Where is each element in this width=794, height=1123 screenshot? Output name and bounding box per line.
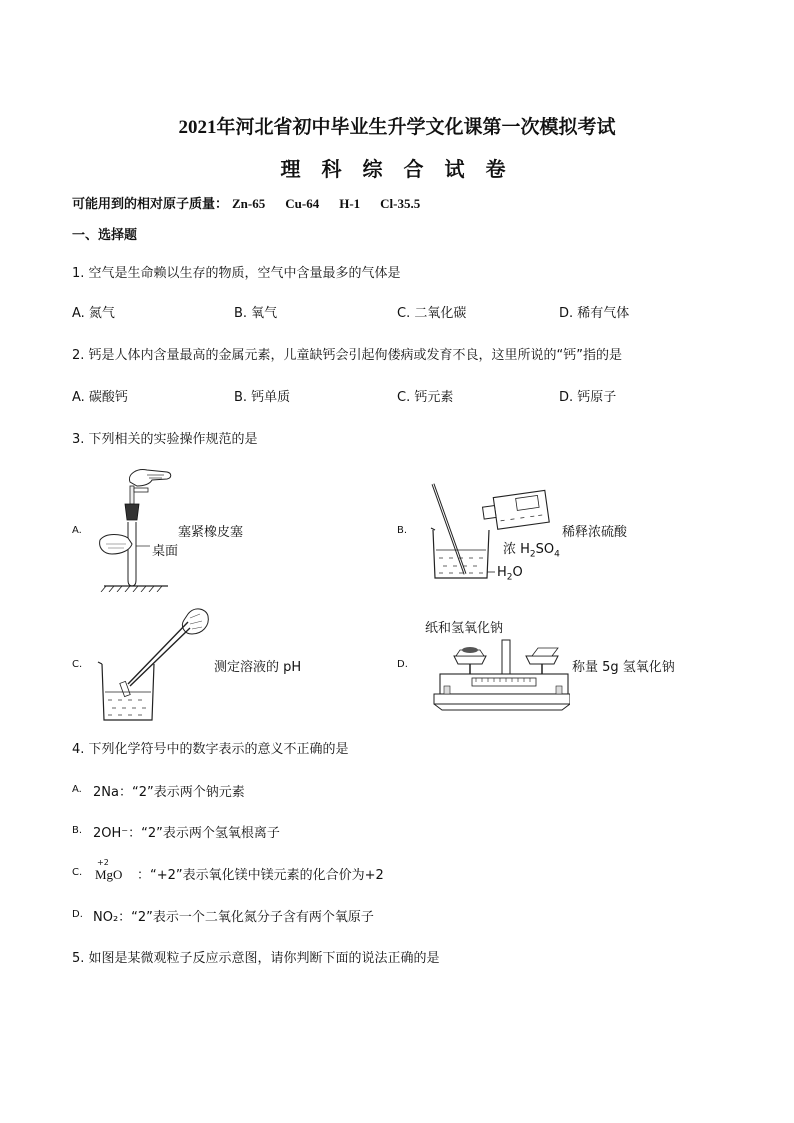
q4-c-formula: MgO xyxy=(95,867,123,882)
q3-a-label-stopper: 塞紧橡皮塞 xyxy=(178,525,244,540)
q4-option-c-letter: C. xyxy=(72,867,83,878)
q4-option-b-text: 2OH⁻：“2”表示两个氢氧根离子 xyxy=(93,826,280,841)
question-3-stem: 3. 下列相关的实验操作规范的是 xyxy=(72,432,258,447)
exam-title: 2021年河北省初中毕业生升学文化课第一次模拟考试 xyxy=(178,117,616,138)
q3-a-label-table: 桌面 xyxy=(152,544,179,559)
q4-c-valence: +2 xyxy=(97,858,109,867)
q4-option-a-text: 2Na：“2”表示两个钠元素 xyxy=(93,785,245,800)
balance-figure xyxy=(432,634,570,714)
q3-c-label-ph: 测定溶液的 pH xyxy=(214,660,302,675)
q4-option-a-letter: A. xyxy=(72,784,82,795)
atomic-mass-item: Cl-35.5 xyxy=(380,196,421,211)
q3-option-a-letter: A. xyxy=(72,525,82,536)
q3-option-b-letter: B. xyxy=(397,525,408,536)
q2-option-d: D. 钙原子 xyxy=(559,390,617,405)
q1-option-d: D. 稀有气体 xyxy=(559,306,630,321)
dilute-acid-figure xyxy=(425,478,565,584)
q3-option-d-letter: D. xyxy=(397,659,408,670)
q4-option-b-letter: B. xyxy=(72,825,83,836)
atomic-mass-item: Zn-65 xyxy=(232,196,266,211)
atomic-mass-label: 可能用到的相对原子质量： xyxy=(72,196,229,211)
q1-option-c: C. 二氧化碳 xyxy=(397,306,467,321)
q3-d-label-weigh: 称量 5g 氢氧化钠 xyxy=(572,660,675,675)
atomic-mass-item: H-1 xyxy=(339,196,361,211)
q1-option-a: A. 氮气 xyxy=(72,306,115,321)
q4-option-c-text: ：“+2”表示氧化镁中镁元素的化合价为+2 xyxy=(137,868,384,883)
atomic-mass-item: Cu-64 xyxy=(285,196,320,211)
atomic-mass-line xyxy=(72,193,440,212)
measure-ph-figure xyxy=(92,600,212,726)
question-4-stem: 4. 下列化学符号中的数字表示的意义不正确的是 xyxy=(72,742,349,757)
q3-b-label-conc-acid: 浓 $H_2SO_4$ xyxy=(503,542,560,560)
question-2-stem: 2. 钙是人体内含量最高的金属元素，儿童缺钙会引起佝偻病或发育不良，这里所说的“钙”指的是 xyxy=(72,348,623,363)
q4-option-d-text: NO₂：“2”表示一个二氧化氮分子含有两个氧原子 xyxy=(93,910,374,925)
q3-d-label-paper: 纸和氢氧化钠 xyxy=(425,621,504,636)
q3-b-label-water: $H_2O$ xyxy=(497,565,523,583)
question-5-stem: 5. 如图是某微观粒子反应示意图，请你判断下面的说法正确的是 xyxy=(72,951,440,966)
q4-option-d-letter: D. xyxy=(72,909,83,920)
q3-option-c-letter: C. xyxy=(72,659,83,670)
q2-option-b: B. 钙单质 xyxy=(234,390,291,405)
insert-stopper-figure xyxy=(92,462,182,592)
section-heading: 一、选择题 xyxy=(72,228,138,243)
exam-subtitle: 理 科 综 合 试 卷 xyxy=(280,159,514,181)
question-1-stem: 1. 空气是生命赖以生存的物质，空气中含量最多的气体是 xyxy=(72,266,401,281)
q3-b-label-dilute: 稀释浓硫酸 xyxy=(562,525,628,540)
q1-option-b: B. 氧气 xyxy=(234,306,278,321)
q2-option-a: A. 碳酸钙 xyxy=(72,390,128,405)
q2-option-c: C. 钙元素 xyxy=(397,390,454,405)
